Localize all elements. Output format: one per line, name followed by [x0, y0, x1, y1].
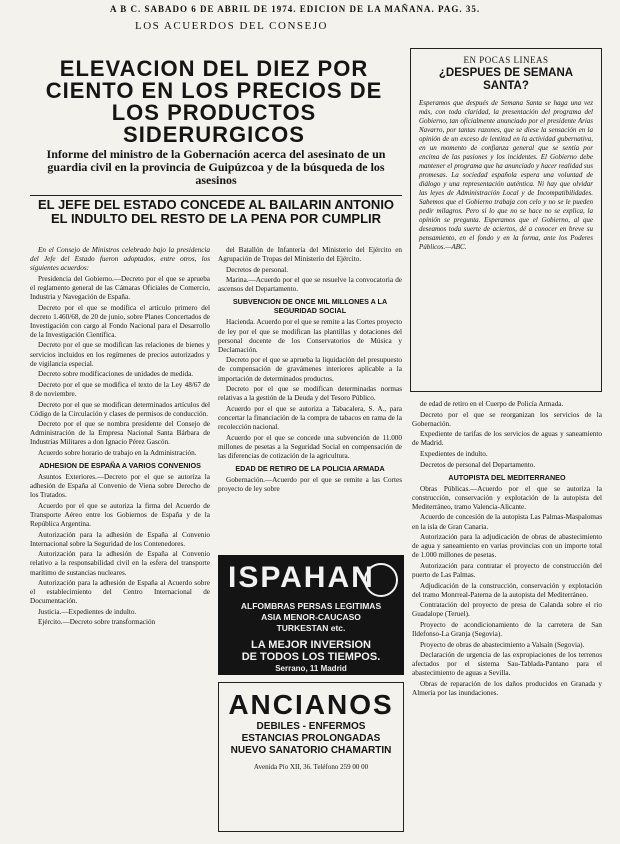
- ad-line: NUEVO SANATORIO CHAMARTIN: [230, 745, 392, 756]
- paragraph: Autorización para la adjudicación de obras de abastecimiento de agua y saneamiento en varias provincias con un importe total de 1.000 millones de pesetas.: [412, 533, 602, 560]
- article-column-2: [218, 246, 402, 550]
- paragraph: Expedientes de indulto.: [420, 449, 488, 458]
- paragraph: Gobernación.—Acuerdo por el que se remite a las Cortes proyecto de ley sobre: [218, 475, 402, 493]
- ad-logo-icon: [364, 563, 398, 597]
- paragraph: Declaración de urgencia de las expropiaciones de los terrenos afectados por el sistema Sau-Tablada-Pantano para el abastecimiento de aguas a Sevilla.: [412, 651, 602, 678]
- ad-line: DEBILES - ENFERMOS: [256, 721, 366, 732]
- ispahan-advertisement: [218, 555, 404, 675]
- divider: [30, 195, 402, 196]
- paragraph: Autorización para la adhesión de España al Convenio relativo a la responsabilidad civil en la esfera del transporte marítimo de sustancias nucleares.: [30, 550, 210, 577]
- paragraph: de edad de retiro en el Cuerpo de Policía Armada.: [420, 400, 564, 408]
- ad-line: ASIA MENOR-CAUCASO: [261, 612, 361, 622]
- main-headline: ELEVACION DEL DIEZ POR CIENTO EN LOS PRECIOS DE LOS PRODUCTOS SIDERURGICOS: [45, 56, 383, 147]
- paragraph: Contratación del proyecto de presa de Calanda sobre el río Guadalope (Teruel).: [412, 601, 602, 619]
- paragraph: Presidencia del Gobierno.—Decreto por el que se aprueba el reglamento general de las Cámaras Oficiales de Comercio, Industria y Navegación de España.: [30, 274, 210, 301]
- paragraph: Decretos de personal.: [226, 265, 289, 274]
- ad-line: ESTANCIAS PROLONGADAS: [241, 733, 381, 744]
- ad-brand: ISPAHAN: [228, 561, 375, 594]
- paragraph: Obras Públicas.—Acuerdo por el que se autoriza la construcción, conservación y explotación de la autopista del Mediterráneo, tramo Valencia-Alicante.: [412, 484, 602, 511]
- ad-line: Serrano, 11 Madrid: [275, 664, 347, 673]
- ad-line: ALFOMBRAS PERSAS LEGITIMAS: [240, 601, 382, 611]
- paragraph: Decretos de personal del Departamento.: [420, 460, 536, 469]
- paragraph: Decreto por el que se aprueba la liquidación del presupuesto de compensación de gravámenes interiores aplicable a la importación de determinados productos.: [218, 356, 402, 383]
- paragraph: Decreto por el que se modifican determinados artículos del Código de la Circulación y clases de permisos de conducción.: [30, 400, 210, 418]
- paragraph: Proyecto de acondicionamiento de la carretera de San Ildefonso-La Granja (Segovia).: [412, 620, 602, 639]
- box-kicker: EN POCAS LINEAS: [463, 55, 549, 65]
- paragraph: Decreto por el que se reorganizan los servicios de la Gobernación.: [412, 410, 602, 428]
- second-headline: EL JEFE DEL ESTADO CONCEDE AL BAILARIN ANTONIO EL INDULTO DEL RESTO DE LA PENA POR CUMPLIR: [37, 197, 395, 226]
- paragraph: Marina.—Acuerdo por el que se resuelve la convocatoria de ascensos del Departamento.: [218, 276, 402, 294]
- paragraph: Decreto sobre modificaciones de unidades de medida.: [38, 370, 194, 379]
- paragraph: Acuerdo por el que se autoriza a Tabacalera, S. A., para concertar la financiación de la compra de tabacos en rama de la recolección nacional.: [218, 404, 402, 431]
- paragraph: Decreto por el que se modifica el artículo primero del decreto 1.460/68, de 20 de junio, sobre Planes Concertados de Investigación con cargo al Fondo Nacional para el Desarrollo de la Investigación Científica.: [30, 303, 210, 339]
- paragraph: Decreto por el que se modifican determinadas normas relativas a la gestión de la Deuda y del Tesoro Público.: [218, 385, 402, 403]
- paragraph: Decreto por el que se nombra presidente del Consejo de Administración de la Empresa Nacional Santa Bárbara de Industrias Militares a don Ignacio Pérez Gascón.: [30, 420, 210, 447]
- page-header: A B C. SABADO 6 DE ABRIL DE 1974. EDICION DE LA MAÑANA. PAG. 35.: [110, 4, 481, 14]
- paragraph: En el Consejo de Ministros celebrado bajo la presidencia del Jefe del Estado fueron adoptados, entre otros, los siguientes acuerdos:: [30, 246, 210, 273]
- paragraph: Acuerdo de concesión de la autopista Las Palmas-Maspalomas en la isla de Gran Canaria.: [412, 513, 602, 531]
- paragraph: Acuerdo por el que se autoriza la firma del Acuerdo de Transporte Aéreo entre los Gobiernos de España y de la República Argentina.: [30, 501, 210, 529]
- paragraph: Adjudicación de la construcción, conservación y explotación del tramo Monrreal-Paterna de la autopista del Mediterráneo.: [412, 581, 602, 599]
- box-title: ¿DESPUES DE SEMANA SANTA?: [438, 67, 574, 92]
- paragraph: Hacienda. Acuerdo por el que se remite a las Cortes proyecto de ley por el que se modifican las plantillas y dotaciones del personal docente de los Conservatorios de Música y Declamación.: [218, 318, 402, 354]
- ancianos-advertisement: [218, 682, 404, 832]
- ad-line: LA MEJOR INVERSION: [251, 639, 371, 651]
- section-kicker: LOS ACUERDOS DEL CONSEJO: [135, 20, 328, 32]
- paragraph: del Batallón de Infantería del Ministerio del Ejército en Agrupación de Tropas del Ministerio del Ejército.: [218, 246, 402, 264]
- subsection-title: SUBVENCION DE ONCE MIL MILLONES A LA SEGURIDAD SOCIAL: [232, 297, 388, 316]
- paragraph: Expediente de tarifas de los servicios de aguas y saneamiento de Madrid.: [412, 430, 602, 448]
- sidebar-box: [410, 48, 602, 392]
- subsection-title: ADHESION DE ESPAÑA A VARIOS CONVENIOS: [39, 461, 201, 471]
- paragraph: Autorización para la adhesión de España al Convenio Internacional sobre la Seguridad de los Contenedores.: [30, 530, 210, 548]
- paragraph: Autorización para la adhesión de España al Acuerdo sobre el establecimiento del Centro Internacional de Documentación.: [30, 579, 210, 606]
- paragraph: Justicia.—Expedientes de indulto.: [38, 607, 137, 616]
- paragraph: Proyecto de obras de abastecimiento a Valsaín (Segovia).: [420, 640, 585, 649]
- paragraph: Acuerdo sobre horario de trabajo en la Administración.: [38, 448, 197, 457]
- paragraph: Obras de reparación de los daños producidos en Granada y Almería por las inundaciones.: [412, 680, 602, 698]
- ad-title: ANCIANOS: [228, 689, 394, 720]
- subheadline: Informe del ministro de la Gobernación acerca del asesinato de un guardia civil en la provincia de Guipúzcoa y de la búsqueda de los asesinos: [46, 147, 386, 187]
- article-column-1: [30, 246, 210, 836]
- paragraph: Ejército.—Decreto sobre transformación: [38, 618, 156, 627]
- ad-line: TURKESTAN etc.: [276, 623, 346, 633]
- paragraph: Autorización para contratar el proyecto de construcción del puerto de Las Palmas.: [412, 561, 602, 579]
- paragraph: Decreto por el que se modifica el texto de la Ley 48/67 de 8 de noviembre.: [30, 380, 210, 398]
- box-body: Esperamos que después de Semana Santa se haga una vez más, con toda claridad, la presentación del programa del Gobierno, tan oficialmente anunciado por el presidente Arias Navarro, por tantas razones, que se diese la sensación en la opinión de un exceso de lentitud en la actividad gubernativa, en un momento de confianza general que se sentía por encima de las pasiones y los incidentes. El Gobierno debe mantener el programa que ha anunciado y hacer realidad sus promesas. La sociedad española espera una voluntad de diálogo y una representación auténtica. Ni hay que olvidar las leyes de Administración Local y de Incompatibilidades. Sabemos que el Gobierno trabaja con celo y no se le pueden pedir milagros. Pero si lo que no se hace no se explica, la opinión se pregunta. Esperamos que el Gobierno, al que deseamos toda suerte de aciertos, dé a conocer en breve su pensamiento, en el fondo y en la forma, ante los Poderes Públicos.—ABC.: [419, 99, 593, 251]
- paragraph: Decreto por el que se modifican las relaciones de bienes y servicios incluidos en los regímenes de precios autorizados y de vigilancia especial.: [30, 341, 210, 368]
- ad-line: DE TODOS LOS TIEMPOS.: [241, 651, 381, 663]
- ad-address: Avenida Pío XII, 36. Teléfono 259 00 00: [253, 763, 369, 771]
- article-column-3: [412, 400, 602, 840]
- paragraph: Acuerdo por el que se concede una subvención de 11.000 millones de pesetas a la Seguridad Social en compensación de las diferencias de cotización de la agricultura.: [218, 433, 402, 460]
- subsection-title: AUTOPISTA DEL MEDITERRANEO: [448, 472, 566, 482]
- paragraph: Asuntos Exteriores.—Decreto por el que se autoriza la adhesión de España al Convenio de Viena sobre Derecho de los Tratados.: [30, 473, 210, 500]
- subsection-title: EDAD DE RETIRO DE LA POLICIA ARMADA: [235, 463, 385, 473]
